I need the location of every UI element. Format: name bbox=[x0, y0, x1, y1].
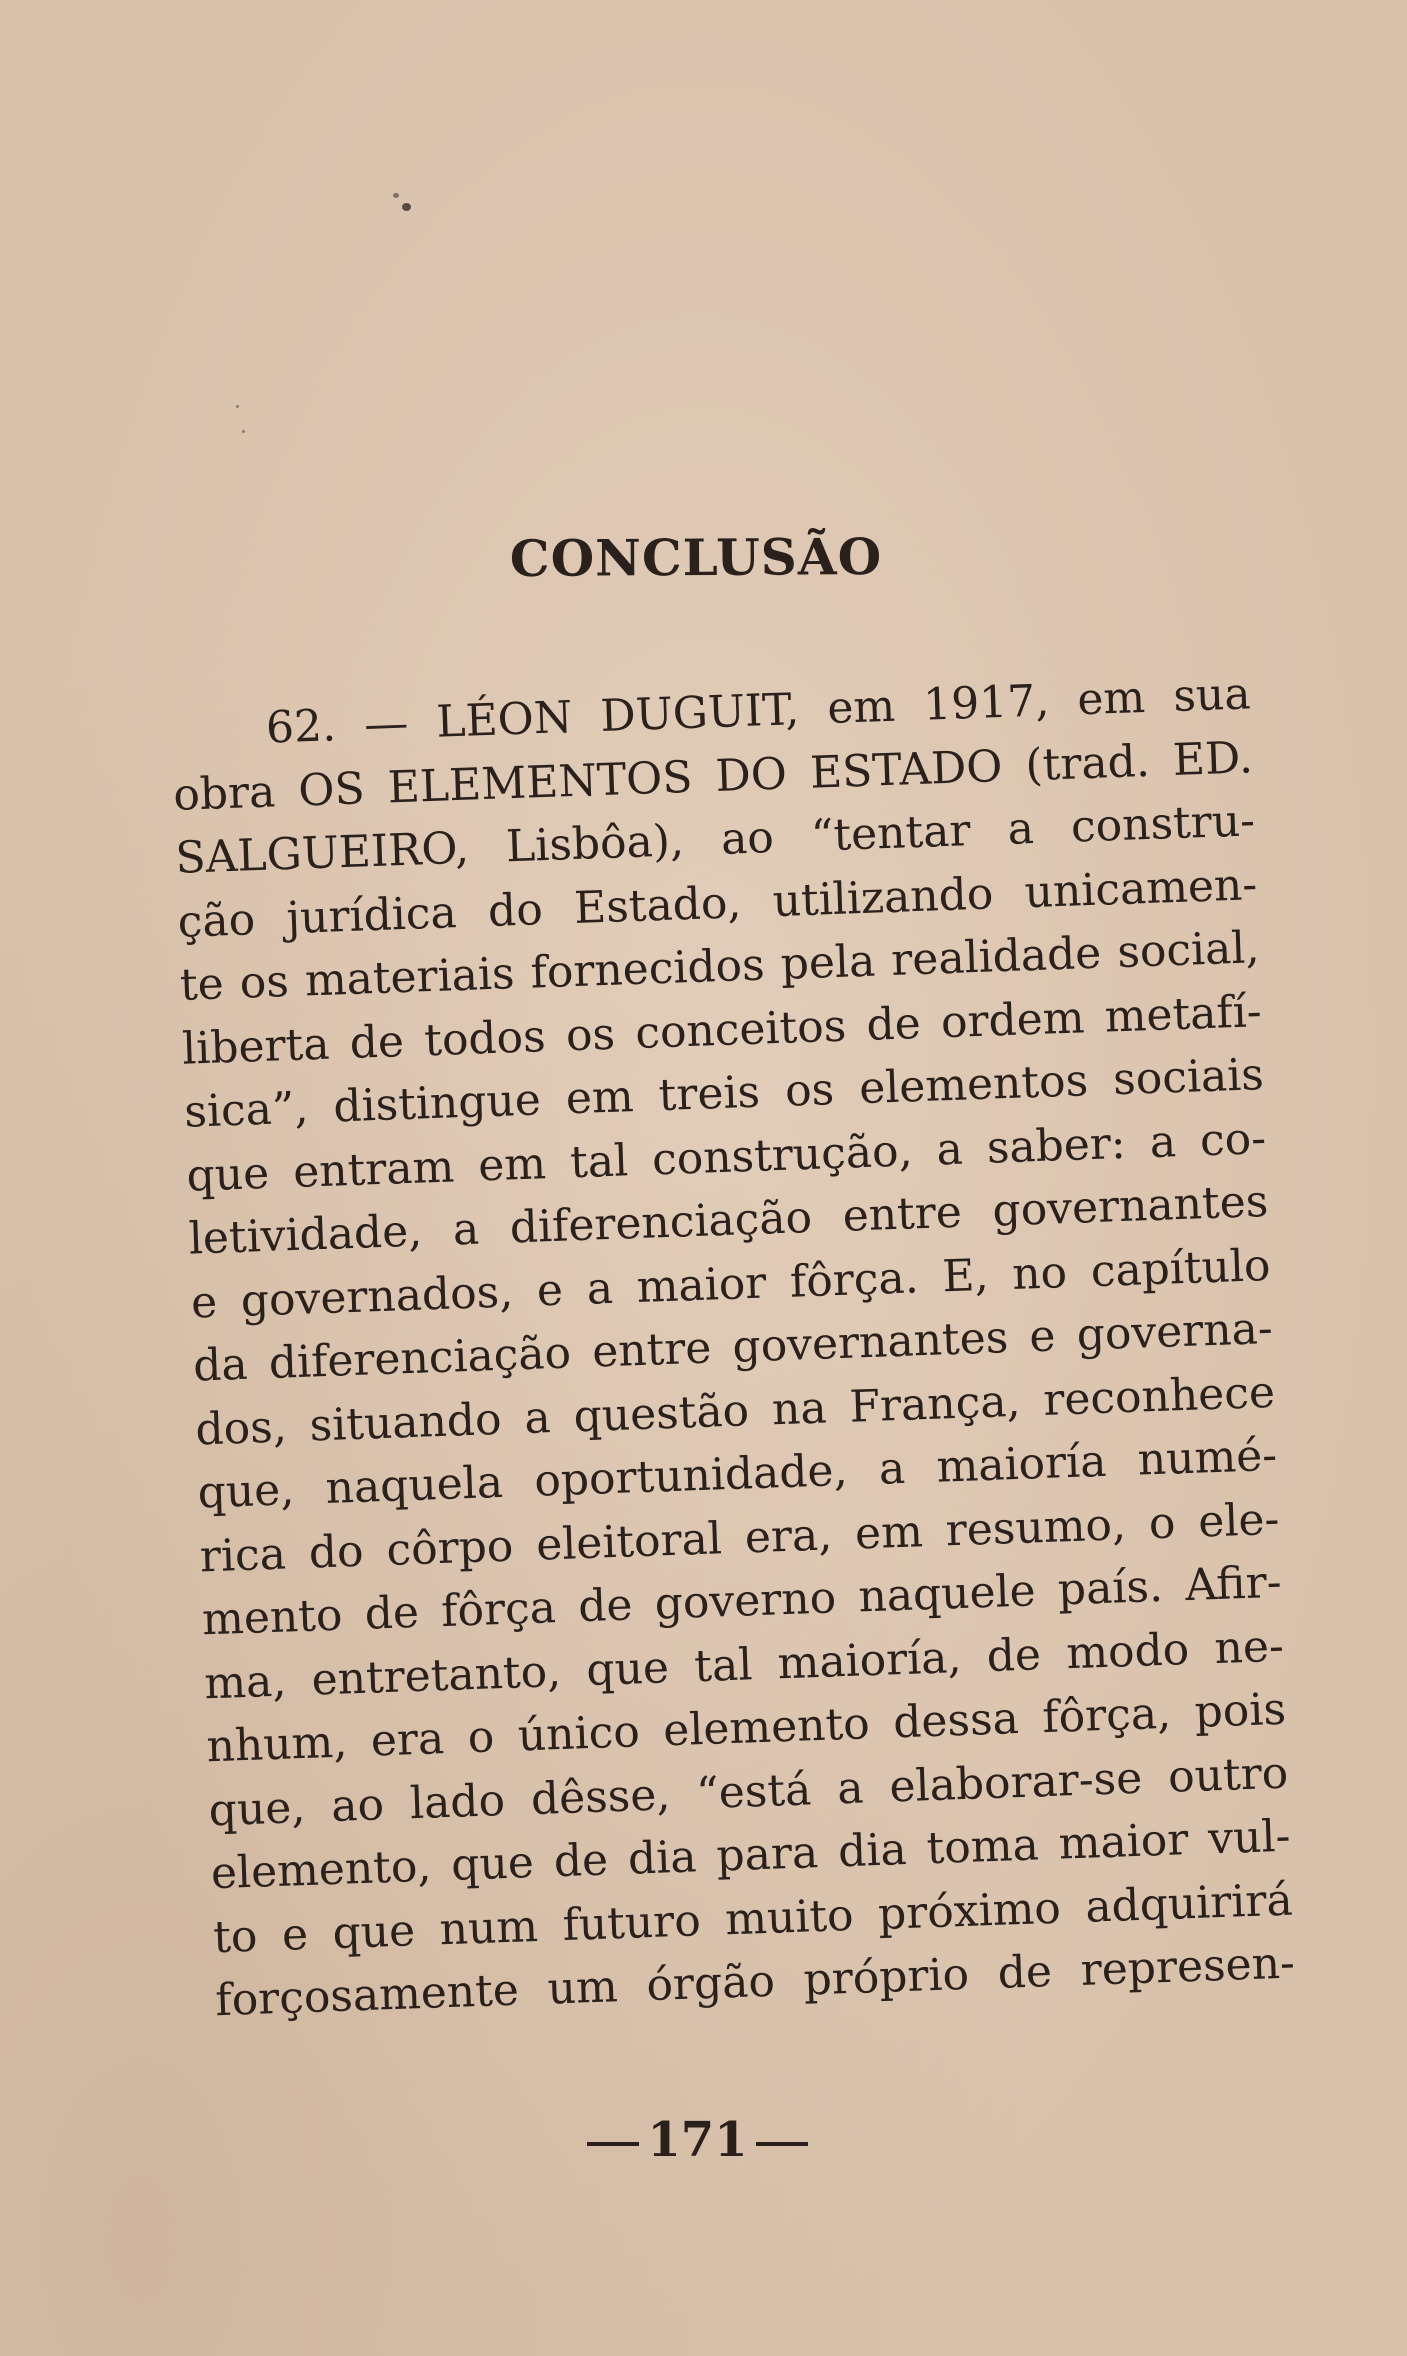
text-line: da diferenciação entre governantes e governa- bbox=[192, 1302, 1274, 1392]
text-line: obra OS ELEMENTOS DO ESTADO (trad. ED. bbox=[172, 731, 1254, 821]
text-line: ção jurídica do Estado, utilizando unicamen- bbox=[176, 858, 1258, 948]
dash-left bbox=[587, 2142, 639, 2146]
ink-speck bbox=[242, 430, 245, 433]
page-number: 171 bbox=[647, 2112, 748, 2168]
text-line: rica do côrpo eleitoral era, em resumo, o ele- bbox=[199, 1493, 1281, 1582]
text-line: e governados, e a maior fôrça. E, no capítulo bbox=[190, 1239, 1272, 1329]
text-line: que, naquela oportunidade, a maioría numé- bbox=[196, 1429, 1278, 1519]
page-footer bbox=[0, 2112, 1395, 2168]
text-line: mento de fôrça de governo naquele país. Afir- bbox=[201, 1556, 1283, 1646]
text-line: elemento, que de dia para dia toma maior vul- bbox=[210, 1810, 1292, 1900]
ink-speck bbox=[402, 203, 411, 211]
body-paragraph bbox=[170, 662, 1296, 2032]
text-line: letividade, a diferenciação entre governantes bbox=[187, 1175, 1270, 1265]
ink-speck bbox=[393, 193, 399, 198]
text-line: dos, situando a questão na França, reconhece bbox=[194, 1366, 1276, 1456]
text-line: que, ao lado dêsse, “está a elaborar-se outro bbox=[207, 1747, 1290, 1836]
text-line: to e que num futuro muito próximo adquirirá bbox=[212, 1874, 1294, 1963]
text-line: 62. — LÉON DUGUIT, em 1917, em sua bbox=[265, 668, 1252, 754]
text-line: SALGUEIRO, Lisbôa), ao “tentar a constru- bbox=[174, 795, 1256, 884]
text-line: te os materiais fornecidos pela realidade social, bbox=[179, 922, 1261, 1011]
text-line: forçosamente um órgão próprio de represen- bbox=[214, 1937, 1296, 2027]
text-line: ma, entretanto, que tal maioría, de modo ne- bbox=[203, 1620, 1285, 1709]
text-line: nhum, era o único elemento dessa fôrça, pois bbox=[205, 1683, 1287, 1773]
ink-speck bbox=[236, 405, 239, 408]
chapter-heading: CONCLUSÃO bbox=[509, 527, 883, 588]
text-line: que entram em tal construção, a saber: a co- bbox=[185, 1112, 1267, 1202]
text-line: sica”, distingue em treis os elementos sociais bbox=[183, 1049, 1265, 1138]
dash-right bbox=[756, 2142, 808, 2146]
text-line: liberta de todos os conceitos de ordem metafí- bbox=[181, 985, 1263, 1075]
